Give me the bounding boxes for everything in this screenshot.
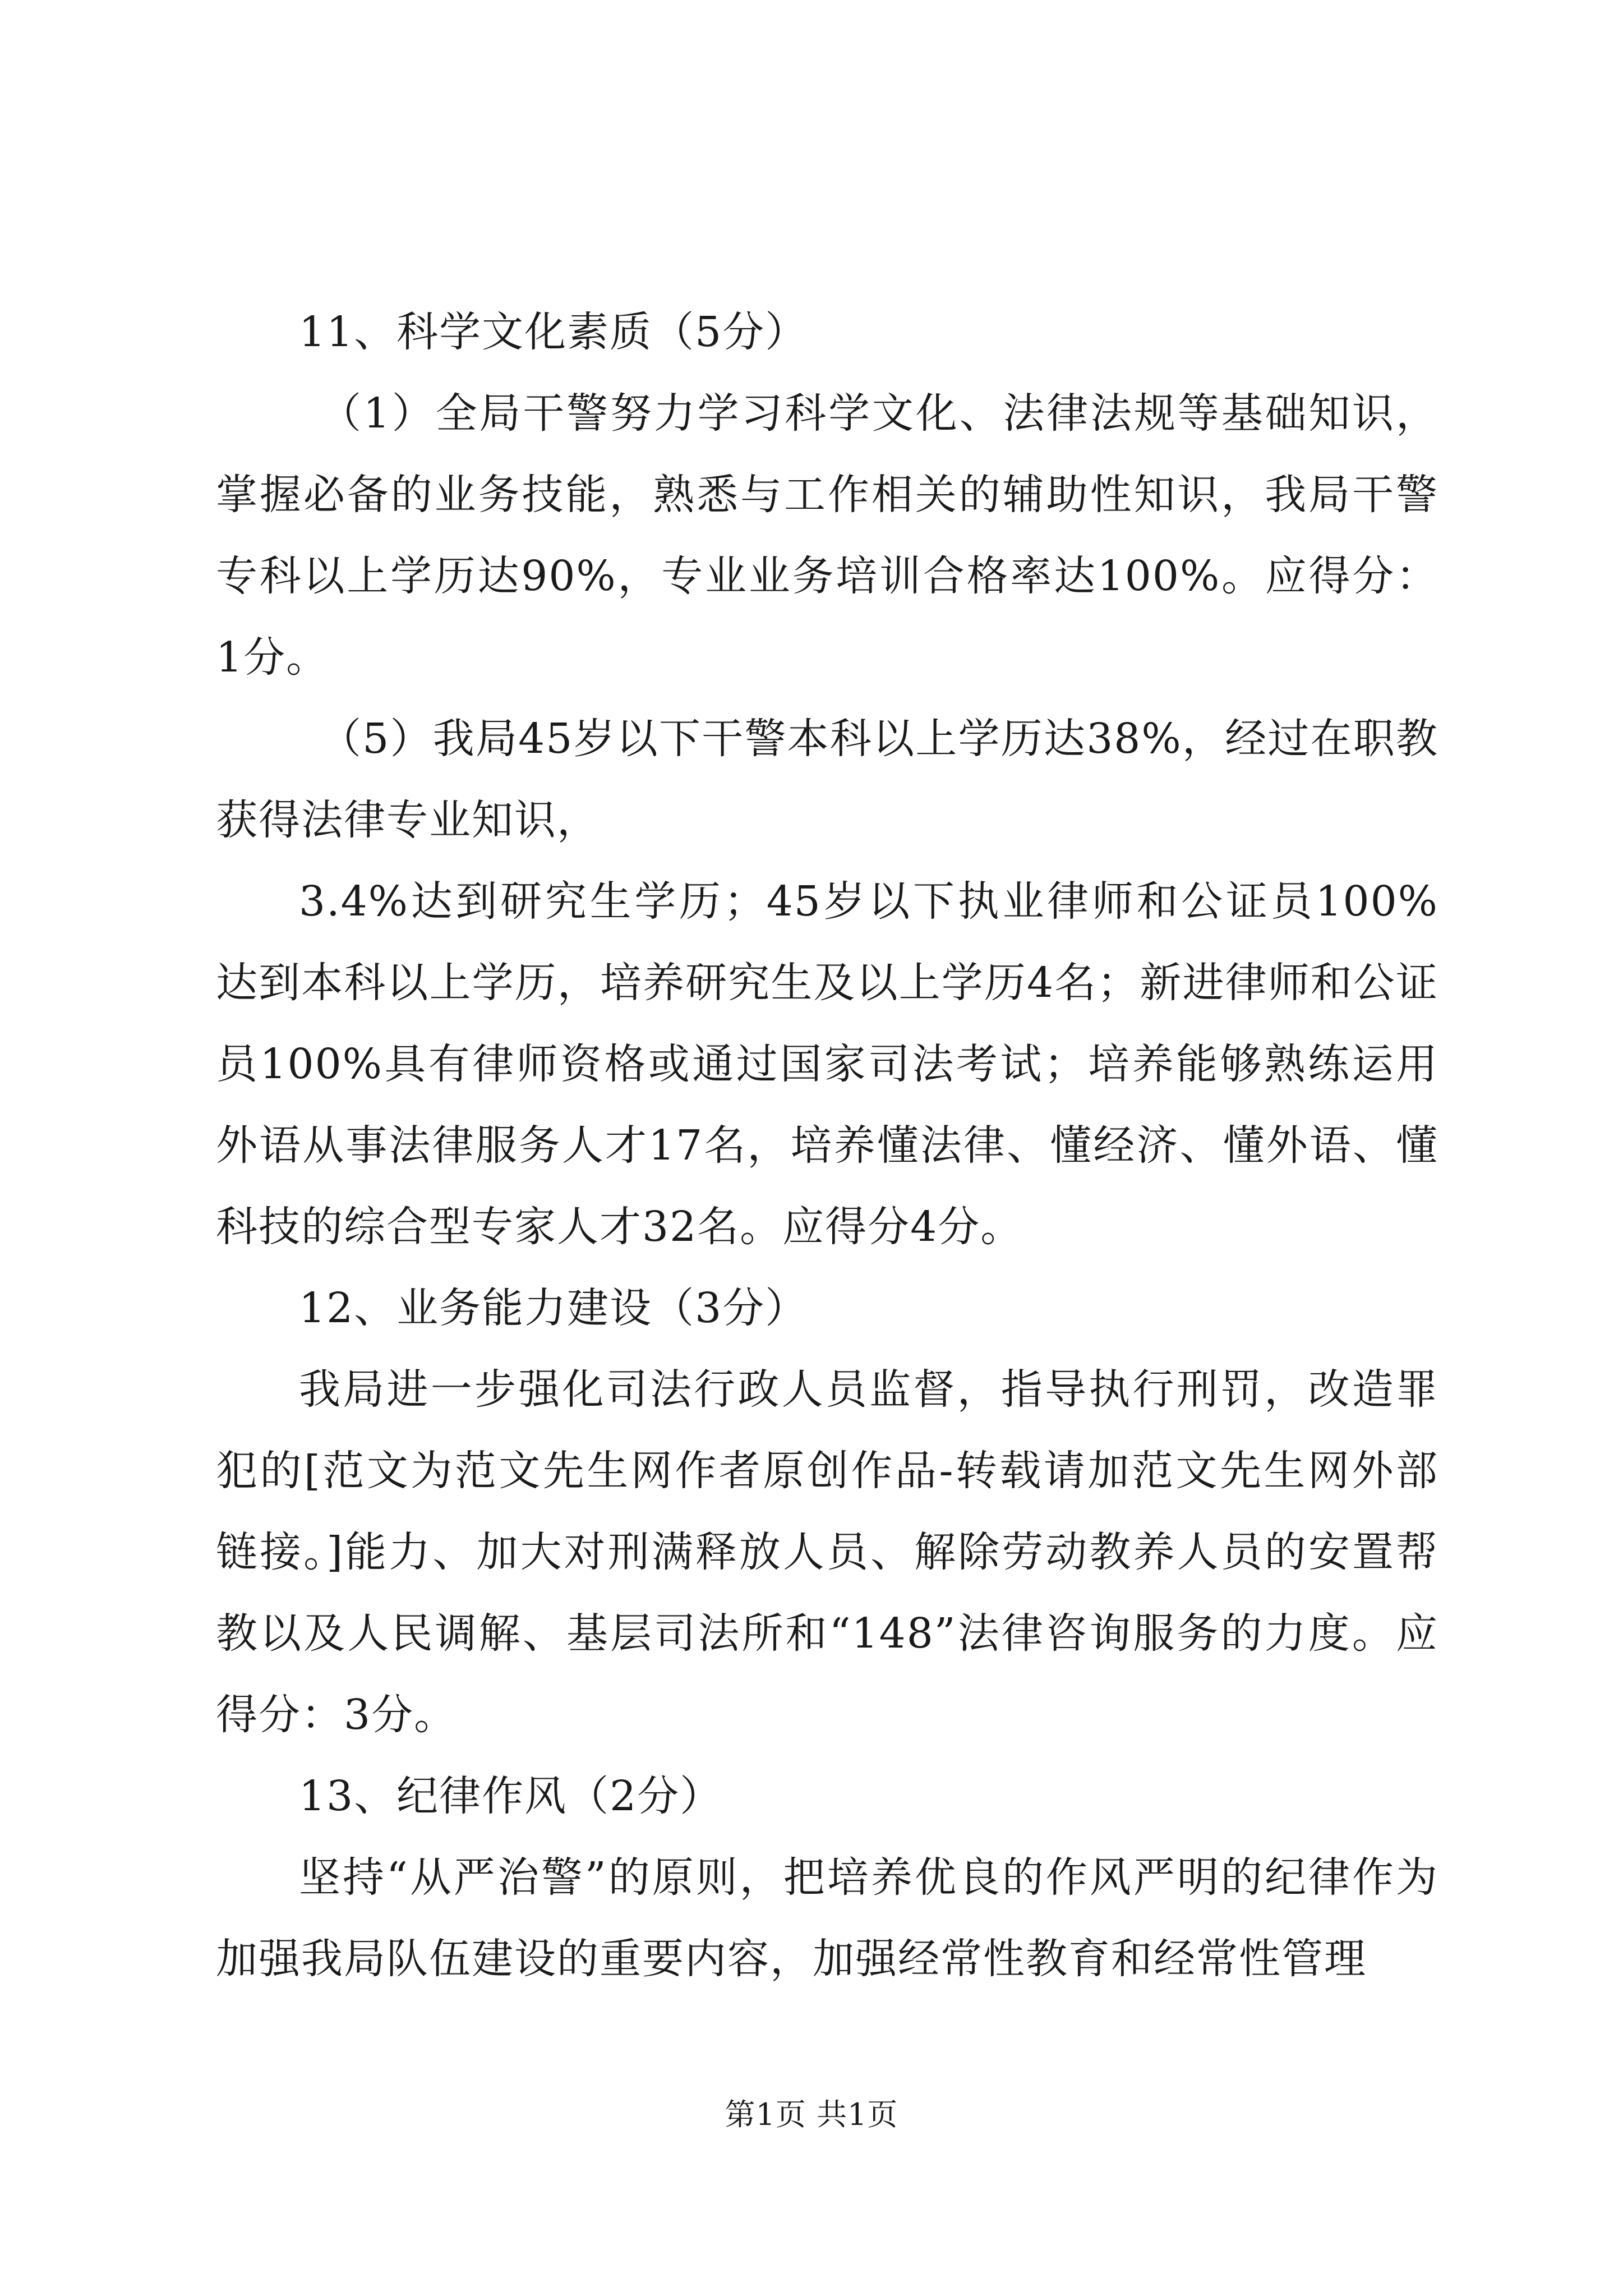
paragraph-11-item-1: （1）全局干警努力学习科学文化、法律法规等基础知识，掌握必备的业务技能，熟悉与工作相关的辅助性知识，我局干警专科以上学历达90%，专业业务培训合格率达100%。应得分：1分。 <box>216 389 1439 682</box>
section-heading-13: 13、纪律作风（2分） <box>299 1772 723 1820</box>
section-heading-12: 12、业务能力建设（3分） <box>299 1284 808 1332</box>
document-body <box>216 292 1438 2000</box>
paragraph-13: 坚持“从严治警”的原则，把培养优良的作风严明的纪律作为加强我局队伍建设的重要内容，加强经常性教育和经常性管理 <box>216 1853 1438 1983</box>
paragraph-12: 我局进一步强化司法行政人员监督，指导执行刑罚，改造罪犯的[范文为范文先生网作者原创作品-转载请加范文先生网外部链接。]能力、加大对刑满释放人员、解除劳动教养人员的安置帮教以及人民调解、基层司法所和“148”法律咨询服务的力度。应得分：3分。 <box>216 1365 1438 1739</box>
page-footer: 第1页 共1页 <box>725 2097 898 2132</box>
paragraph-11-item-5: （5）我局45岁以下干警本科以上学历达38%，经过在职教获得法律专业知识， <box>216 715 1438 844</box>
section-heading-11: 11、科学文化素质（5分） <box>299 308 808 356</box>
paragraph-11-continuation: 3.4%达到研究生学历；45岁以下执业律师和公证员100%达到本科以上学历，培养研究生及以上学历4名；新进律师和公证员100%具有律师资格或通过国家司法考试；培养能够熟练运用外语从事法律服务人才17名，培养懂法律、懂经济、懂外语、懂科技的综合型专家人才32名。应得分4分。 <box>216 877 1438 1251</box>
